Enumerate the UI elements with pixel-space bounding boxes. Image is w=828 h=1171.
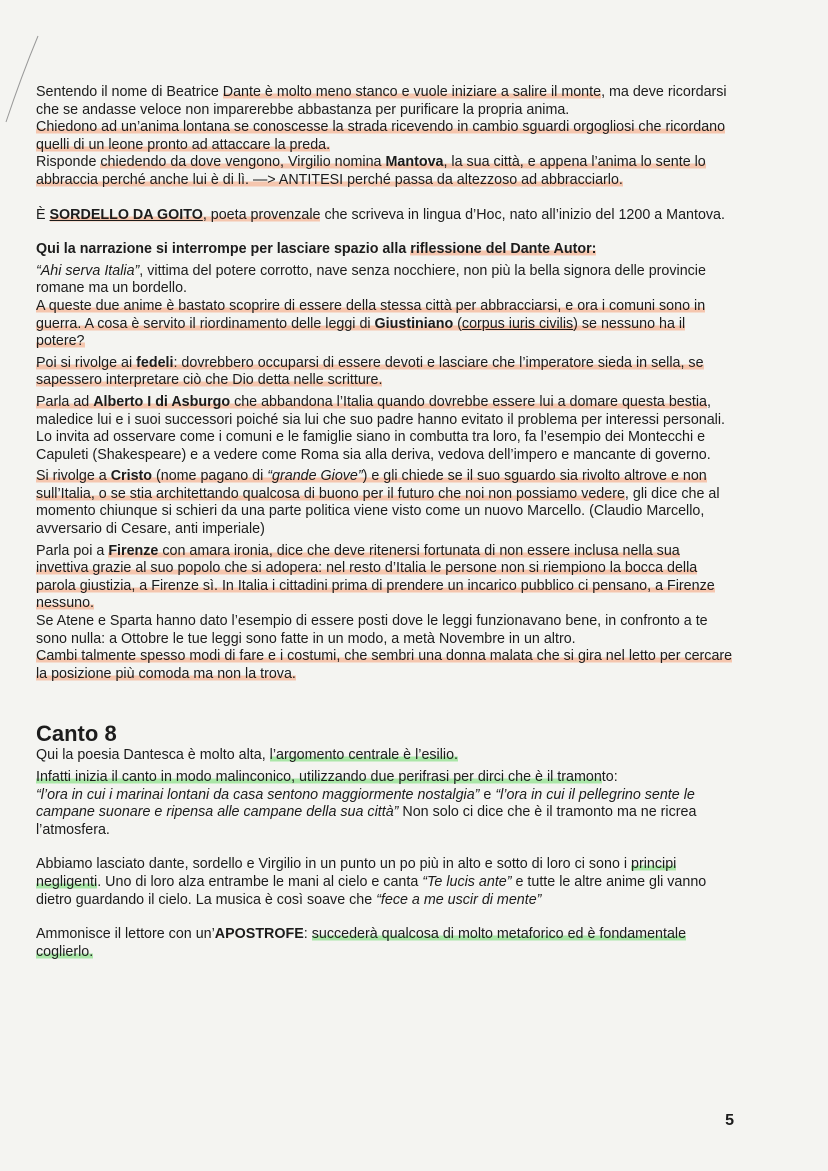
highlight: Dante è molto meno stanco e vuole iniziare a salire il monte xyxy=(222,84,602,100)
paragraph-apostrofe xyxy=(36,926,736,961)
quote: “grande Giove” xyxy=(267,468,363,485)
paragraph-dante-autor xyxy=(36,241,736,259)
text: ) e gli chiede se il suo sguardo sia rivolto altrove e non sull’Italia, o se stia architettando qualcosa di buono per il futuro che noi non possiamo vedere xyxy=(36,468,707,502)
corpus-iuris: corpus iuris civilis xyxy=(461,315,574,332)
bold-fedeli: fedeli xyxy=(136,354,174,371)
text: , vittima del potere corrotto, nave senza nocchiere, non più la bella signora delle provincie romane ma un bordello. xyxy=(36,262,706,297)
text: Risponde xyxy=(36,154,101,171)
highlight: Infatti inizia il canto in modo malinconico, utilizzando due perifrasi per dirci che è il tramon xyxy=(36,769,602,785)
text: che abbandona l’Italia quando dovrebbe essere lui a domare questa bestia xyxy=(230,393,708,410)
paragraph-esilio xyxy=(36,747,736,765)
highlight xyxy=(36,298,705,349)
text: to: xyxy=(601,769,618,785)
highlight xyxy=(36,468,707,502)
paragraph-fedeli xyxy=(36,355,736,390)
highlight: , poeta provenzale xyxy=(202,206,321,223)
quote: “Ahi serva Italia” xyxy=(36,262,140,279)
bold-alberto: Alberto I di Asburgo xyxy=(93,393,231,410)
text: , la sua città, e appena l’anima lo sente lo abbraccia perché anche lui è di lì. —> ANTITESI perché passa da altezzoso ad abbracciarlo. xyxy=(36,154,706,188)
text: Lo invita ad osservare come i comuni e le famiglie siano in combutta tra loro, fa l’esempio dei Montecchi e Capuleti (Shakespeare) e a vedere come Roma sia alla deriva, vedova dell’impero e mancante di governo. xyxy=(36,429,711,463)
text: Parla ad xyxy=(36,393,94,410)
page-number: 5 xyxy=(725,1112,734,1129)
bold-highlight: riflessione del Dante Autor: xyxy=(410,241,597,258)
text: È xyxy=(36,206,50,223)
text: ) se nessuno ha il potere? xyxy=(36,315,686,350)
text: , maledice lui e i suoi successori poiché sia lui che suo padre hanno evitato il problema per interessi personali. xyxy=(36,393,726,428)
text: Sentendo il nome di Beatrice xyxy=(36,84,223,100)
text: , ma deve ricordarsi che se andasse veloce non imparerebbe abbastanza per purificare la propria anima. xyxy=(36,84,727,118)
text: Qui la poesia Dantesca è molto alta, xyxy=(36,747,270,764)
bold-firenze: Firenze xyxy=(108,542,159,559)
text: . Uno di loro alza entrambe le mani al cielo e canta xyxy=(97,873,423,890)
text: Poi si rivolge ai xyxy=(36,354,137,371)
paragraph-beatrice xyxy=(36,84,736,119)
paragraph-firenze xyxy=(36,543,736,684)
text: (nome pagano di xyxy=(152,468,268,485)
text: e xyxy=(479,786,496,803)
text: Ammonisce il lettore con un’ xyxy=(36,926,215,943)
highlight xyxy=(36,394,707,410)
text: Si rivolge a xyxy=(36,468,111,485)
paragraph-alberto xyxy=(36,394,736,464)
text: , gli dice che al momento chiunque si schieri da una parte politica viene visto come un nuovo Marcello. (Claudio Marcello, avversario di Cesare, anti imperiale) xyxy=(36,485,720,538)
text: : dovrebbero occuparsi di essere devoti e lasciare che l’imperatore sieda in sella, se sapessero interpretare ciò che Dio detta nelle scritture. xyxy=(36,354,704,389)
paragraph-serva-italia xyxy=(36,263,736,351)
text: chiedendo da dove vengono, Virgilio nomina xyxy=(100,154,386,171)
quote: “Te lucis ante” xyxy=(422,873,512,890)
bold-giustiniano: Giustiniano xyxy=(374,315,454,332)
canto-8-heading: Canto 8 xyxy=(36,721,117,747)
quote: “fece a me uscir di mente” xyxy=(376,891,542,908)
highlight: con amara ironia, dice che deve ritenersi fortunata di non essere inclusa nella sua invettiva grazie al suo popolo che si adopera: nel resto d’Italia le persone non si riempiono la bocca della parola giustizia, a Firenze sì. In Italia i cittadini prima di prendere un incarico pubblico ci pensano, a Firenze nessuno. xyxy=(36,542,715,612)
sordello-name: SORDELLO DA GOITO xyxy=(49,206,203,223)
paragraph-cristo xyxy=(36,468,736,538)
highlight: Chiedono ad un’anima lontana se conoscesse la strada ricevendo in cambio sguardi orgogliosi che ricordano quelli di un leone pronto ad attaccare la preda. xyxy=(36,119,726,153)
paragraph-sordello xyxy=(36,207,736,225)
text: A queste due anime è bastato scoprire di essere della stessa città per abbracciarsi, e ora i comuni sono in guerra. A cosa è servito il riordinamento delle leggi di xyxy=(36,297,706,332)
text: Se Atene e Sparta hanno dato l’esempio di essere posti dove le leggi funzionavano bene, in confronto a te sono nulla: a Ottobre le tue leggi sono fatte in un modo, a metà Novembre in un altro. xyxy=(36,613,708,647)
highlight: succederà qualcosa di molto metaforico ed è fondamentale coglierlo. xyxy=(36,926,687,960)
bold-text: Qui la narrazione si interrompe per lasciare spazio alla xyxy=(36,241,411,258)
quote: “l’ora in cui i marinai lontani da casa sentono maggiormente nostalgia” xyxy=(36,786,480,803)
bold-mantova: Mantova xyxy=(385,154,444,171)
paragraph-tramonto xyxy=(36,769,736,839)
paragraph-principi xyxy=(36,856,736,909)
text: Abbiamo lasciato dante, sordello e Virgilio in un punto un po più in alto e sotto di loro ci sono i xyxy=(36,856,632,873)
text: che scriveva in lingua d’Hoc, nato all’inizio del 1200 a Mantova. xyxy=(320,206,725,223)
highlight xyxy=(36,154,706,188)
bold-cristo: Cristo xyxy=(110,468,153,485)
highlight: principi negligenti xyxy=(36,856,677,890)
bold-apostrofe: APOSTROFE xyxy=(214,926,304,943)
text: ( xyxy=(453,315,462,332)
highlight xyxy=(36,355,704,389)
paragraph-anima-lontana xyxy=(36,119,736,189)
text: : xyxy=(303,926,312,943)
text: e tutte le altre anime gli vanno dietro guardando il cielo. La musica è così soave che xyxy=(36,873,707,908)
highlight: l’argomento centrale è l’esilio. xyxy=(269,747,458,764)
quote: “l’ora in cui il pellegrino sente le campane suonare e ripensa alle campane della sua città” xyxy=(36,786,695,821)
document-page xyxy=(36,84,736,961)
text: Non solo ci dice che è il tramonto ma ne ricrea l’atmosfera. xyxy=(36,804,697,838)
text: Parla poi a xyxy=(36,542,109,559)
highlight: Cambi talmente spesso modi di fare e i costumi, che sembri una donna malata che si gira nel letto per cercare la posizione più comoda ma non la trova. xyxy=(36,648,733,682)
